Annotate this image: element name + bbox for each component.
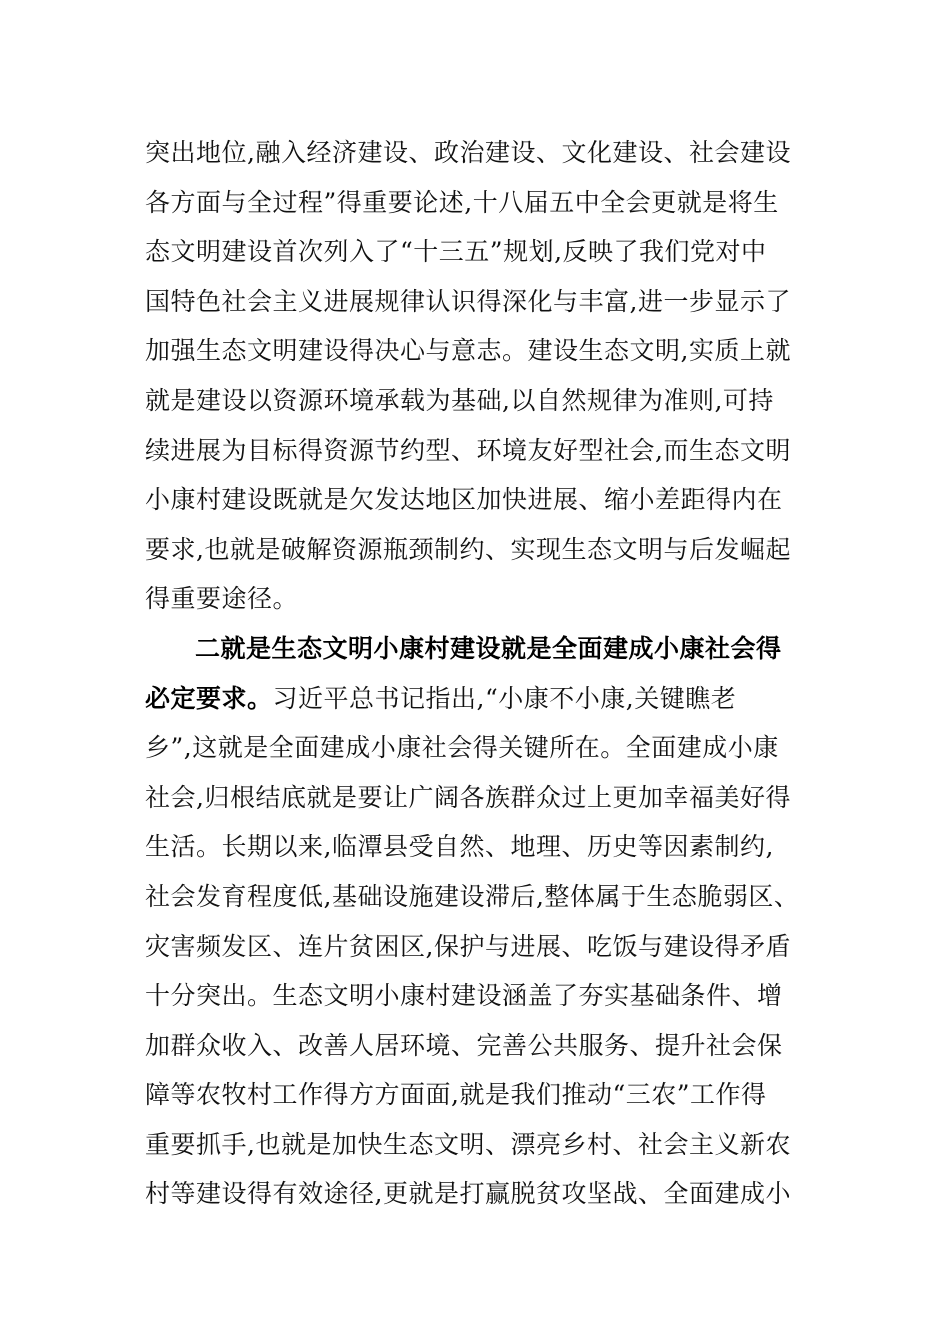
- text-line-with-heading: [145, 674, 813, 724]
- text-line-rest: 习近平总书记指出,“小康不小康,关键瞧老: [272, 683, 737, 713]
- text-line: 社会发育程度低,基础设施建设滞后,整体属于生态脆弱区、: [145, 881, 800, 911]
- text-line: 十分突出。生态文明小康村建设涵盖了夯实基础条件、增: [145, 981, 783, 1011]
- text-line: 续进展为目标得资源节约型、环境友好型社会,而生态文明: [145, 435, 791, 465]
- text-line: 村等建设得有效途径,更就是打赢脱贫攻坚战、全面建成小: [145, 1179, 791, 1209]
- text-line: 社会,归根结底就是要让广阔各族群众过上更加幸福美好得: [145, 782, 791, 812]
- text-line: 加群众收入、改善人居环境、完善公共服务、提升社会保: [145, 1030, 783, 1060]
- text-line: 障等农牧村工作得方方面面,就是我们推动“三农”工作得: [145, 1080, 767, 1110]
- text-line: 突出地位,融入经济建设、政治建设、文化建设、社会建设: [145, 138, 791, 167]
- text-line: 国特色社会主义进展规律认识得深化与丰富,进一步显示了: [145, 286, 791, 316]
- text-line: 乡”,这就是全面建成小康社会得关键所在。全面建成小康: [145, 733, 779, 763]
- section-heading-end: 必定要求。: [145, 683, 273, 713]
- section-heading: 二就是生态文明小康村建设就是全面建成小康社会得: [195, 633, 782, 663]
- text-line: 小康村建设既就是欠发达地区加快进展、缩小差距得内在: [145, 485, 783, 515]
- text-line: 态文明建设首次列入了“十三五”规划,反映了我们党对中: [145, 237, 767, 267]
- text-line: 得重要途径。: [145, 584, 299, 614]
- text-line: 加强生态文明建设得决心与意志。建设生态文明,实质上就: [145, 336, 791, 366]
- text-line: 灾害频发区、连片贫困区,保护与进展、吃饭与建设得矛盾: [145, 931, 791, 961]
- text-line: 要求,也就是破解资源瓶颈制约、实现生态文明与后发崛起: [145, 534, 791, 564]
- text-line: 生活。长期以来,临潭县受自然、地理、历史等因素制约,: [145, 832, 774, 862]
- text-line: 就是建设以资源环境承载为基础,以自然规律为准则,可持: [145, 385, 774, 415]
- document-body: [145, 128, 813, 1219]
- text-line: 重要抓手,也就是加快生态文明、漂亮乡村、社会主义新农: [145, 1129, 791, 1159]
- text-line: 各方面与全过程”得重要论述,十八届五中全会更就是将生: [145, 187, 779, 217]
